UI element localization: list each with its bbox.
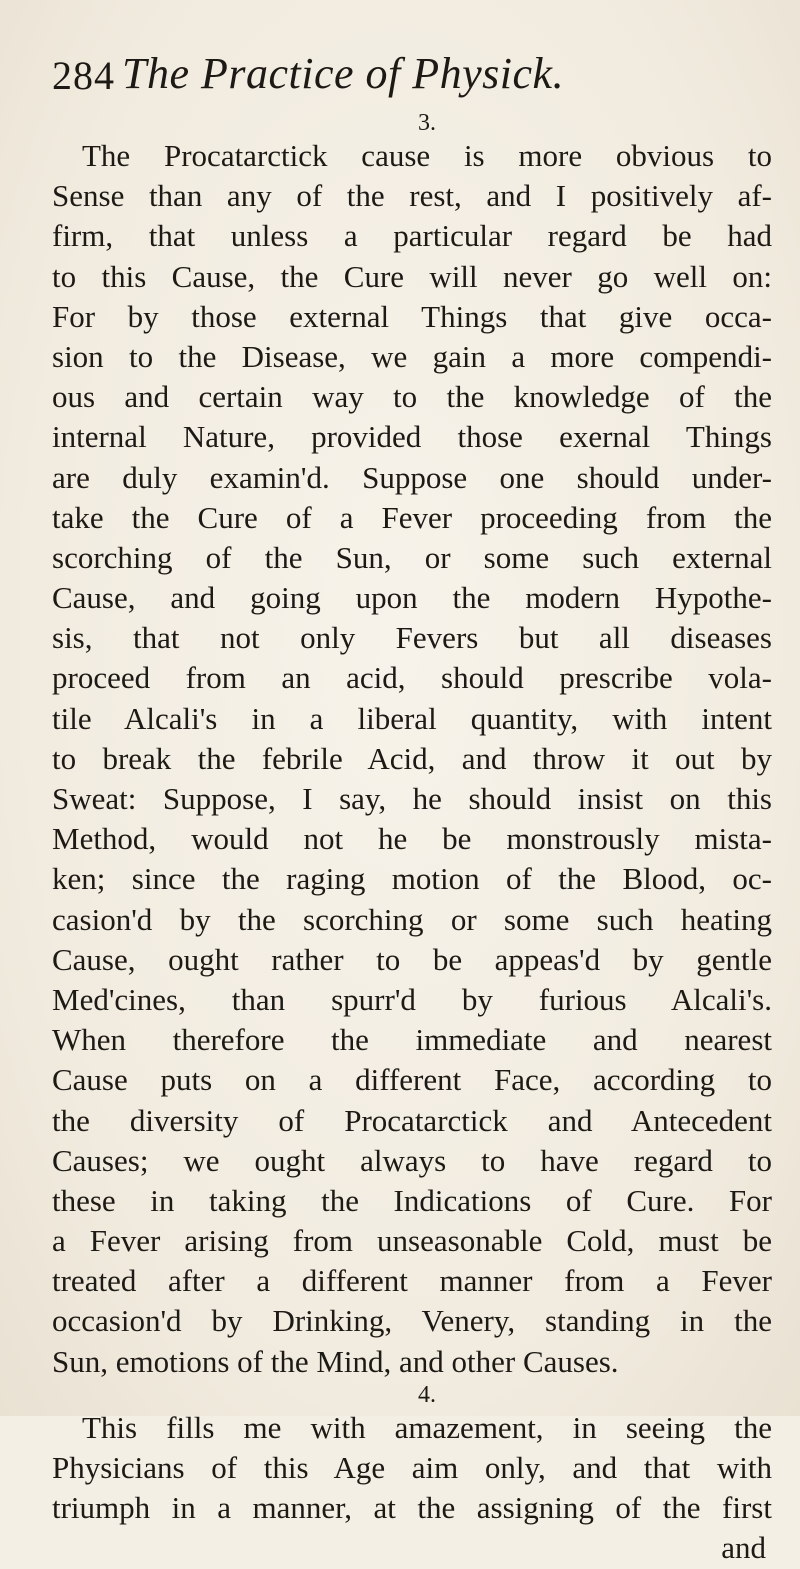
text-line: Cause puts on a different Face, according to [52,1062,772,1098]
page-body [52,110,772,1569]
text-line: The Procatarctick cause is more obvious to [82,138,772,173]
text-line: Sweat: Suppose, I say, he should insist on this [52,781,772,816]
text-line: scorching of the Sun, or some such external [52,539,772,575]
text-line: take the Cure of a Fever proceeding from the [52,499,772,535]
text-line: triumph in a manner, at the assigning of the first [52,1490,772,1526]
text-line: Physicians of this Age aim only, and that with [52,1450,772,1485]
text-line: sis, that not only Fevers but all diseases [52,620,772,656]
page-header [0,48,800,108]
catchword: and [721,1530,766,1566]
page-number: 284 [52,53,115,98]
text-line: these in taking the Indications of Cure. For [52,1182,772,1218]
text-line: to break the febrile Acid, and throw it out by [52,740,772,776]
section-number: 3. [418,110,436,136]
section-4 [52,1382,772,1569]
running-head: The Practice of Physick. [122,49,565,98]
text-line: Sun, emotions of the Mind, and other Causes. [52,1343,619,1379]
section-number: 4. [418,1381,436,1408]
text-line: sion to the Disease, we gain a more compendi- [52,338,772,374]
text-line: Method, would not he be monstrously mista- [52,821,772,857]
text-line: Causes; we ought always to have regard to [52,1142,772,1178]
text-line: firm, that unless a particular regard be had [52,218,772,254]
text-line: internal Nature, provided those exernal Things [52,419,772,455]
text-line: ken; since the raging motion of the Blood, oc- [52,861,772,897]
text-line: Cause, and going upon the modern Hypothe- [52,580,772,616]
text-line: treated after a different manner from a Fever [52,1263,772,1299]
text-line: This fills me with amazement, in seeing the [82,1409,772,1445]
text-line: are duly examin'd. Suppose one should under- [52,459,772,495]
text-line: tile Alcali's in a liberal quantity, with intent [52,700,772,736]
text-line: Cause, ought rather to be appeas'd by gentle [52,941,772,977]
text-line: occasion'd by Drinking, Venery, standing in the [52,1303,772,1339]
text-line: Med'cines, than spurr'd by furious Alcali's. [52,981,772,1017]
section-3 [52,110,772,1382]
text-line: ous and certain way to the knowledge of the [52,379,772,415]
text-line: For by those external Things that give occa- [52,298,772,334]
text-line: the diversity of Procatarctick and Antecedent [52,1102,772,1138]
text-line: When therefore the immediate and nearest [52,1022,772,1058]
text-line: a Fever arising from unseasonable Cold, must be [52,1223,772,1259]
text-line: proceed from an acid, should prescribe vola- [52,660,772,696]
text-line: Sense than any of the rest, and I positively af- [52,178,772,214]
text-line: to this Cause, the Cure will never go well on: [52,258,772,294]
text-line: casion'd by the scorching or some such heating [52,901,772,937]
